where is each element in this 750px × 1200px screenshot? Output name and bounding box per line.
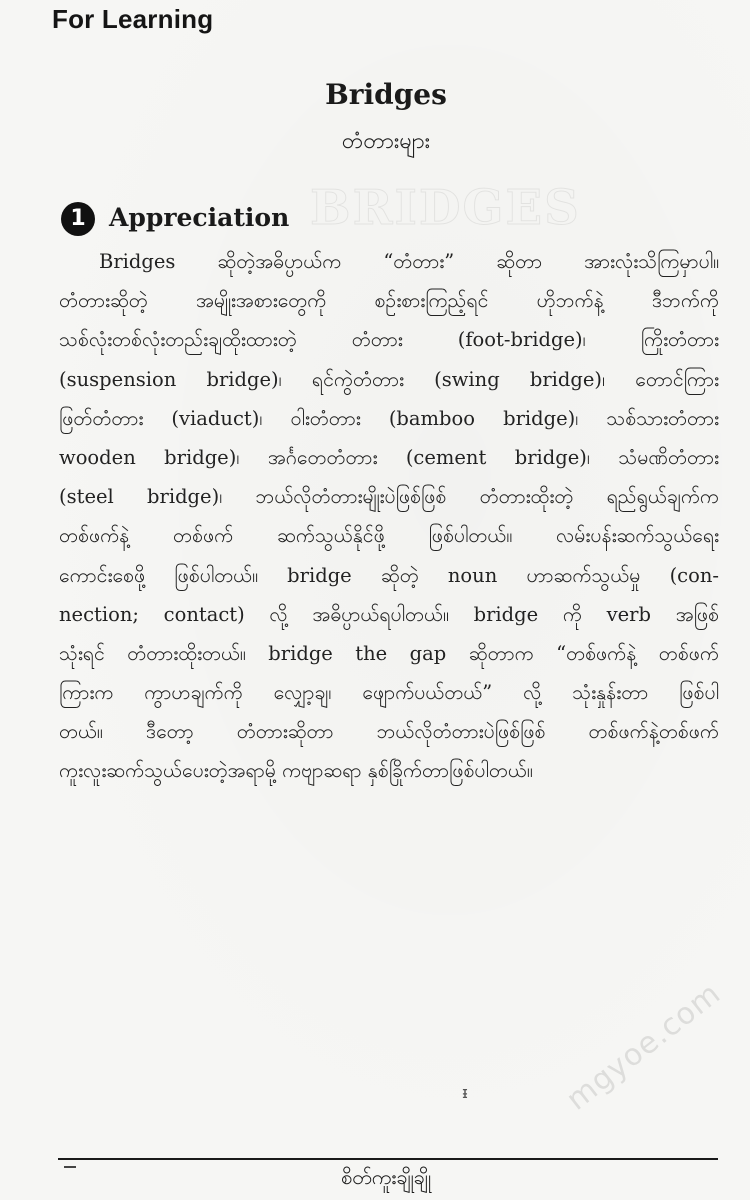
body-line: သစ်လုံးတစ်လုံးတည်းချထိုးထားတဲ့ တံတား (foot-bridge)၊ ကြိုးတံတား (59, 328, 719, 352)
print-speck: ᵻ (462, 1083, 468, 1102)
body-line: ကူးလူးဆက်သွယ်ပေးတဲ့အရာမို့ ကဗျာဆရာ နှစ်ခြိုက်တာဖြစ်ပါတယ်။ (59, 759, 533, 783)
body-line: wooden bridge)၊ အင်္ဂတေတံတား (cement bridge)၊ သံမဏိတံတား (59, 445, 719, 469)
body-line: တယ်။ ဒီတော့ တံတားဆိုတာ ဘယ်လိုတံတားပဲဖြစ်ဖြစ် တစ်ဖက်နဲ့တစ်ဖက် (59, 720, 719, 744)
body-line: (steel bridge)၊ ဘယ်လိုတံတားမျိုးပဲဖြစ်ဖြစ် တံတားထိုးတဲ့ ရည်ရွယ်ချက်က (59, 485, 719, 509)
chapter-title: Bridges (325, 78, 447, 111)
body-line: ဖြတ်တံတား (viaduct)၊ ဝါးတံတား (bamboo bridge)၊ သစ်သားတံတား (59, 406, 719, 430)
section-body (59, 242, 719, 791)
section-number-badge: 1 (61, 202, 95, 236)
body-line: သုံးရင် တံတားထိုးတယ်။ bridge the gap ဆိုတာက “တစ်ဖက်နဲ့ တစ်ဖက် (59, 641, 719, 665)
footer-book-title: စိတ်ကူးချိုချို (341, 1165, 431, 1189)
body-line: တံတားဆိုတဲ့ အမျိုးအစားတွေကို စဉ်းစားကြည့်ရင် ဟိုဘက်နဲ့ ဒီဘက်ကို (59, 289, 719, 313)
body-line: nection; contact) လို့ အဓိပ္ပာယ်ရပါတယ်။ bridge ကို verb အဖြစ် (59, 602, 719, 626)
body-line: ကြားက ကွာဟချက်ကို လျှော့ချ၊ ဖျောက်ပယ်တယ်” လို့ သုံးနှုန်းတာ ဖြစ်ပါ (59, 681, 719, 705)
section-heading: Appreciation (109, 203, 290, 232)
running-header: For Learning (52, 4, 214, 34)
body-line: တစ်ဖက်နဲ့ တစ်ဖက် ဆက်သွယ်နိုင်ဖို့ ဖြစ်ပါတယ်။ လမ်းပန်းဆက်သွယ်ရေး (59, 524, 719, 548)
body-line: Bridges ဆိုတဲ့အဓိပ္ပာယ်က “တံတား” ဆိုတာ အားလုံးသိကြမှာပါ။ (99, 250, 719, 273)
chapter-subtitle: တံတားများ (341, 129, 431, 154)
body-line: (suspension bridge)၊ ရင်ကွဲတံတား (swing bridge)၊ တောင်ကြား (59, 367, 719, 391)
body-line: ကောင်းစေဖို့ ဖြစ်ပါတယ်။ bridge ဆိုတဲ့ noun ဟာဆက်သွယ်မှု (con- (59, 563, 719, 587)
site-watermark: mgyoe.com (560, 975, 728, 1118)
faint-title-watermark: BRIDGES (310, 180, 581, 236)
footer-rule (58, 1158, 718, 1160)
